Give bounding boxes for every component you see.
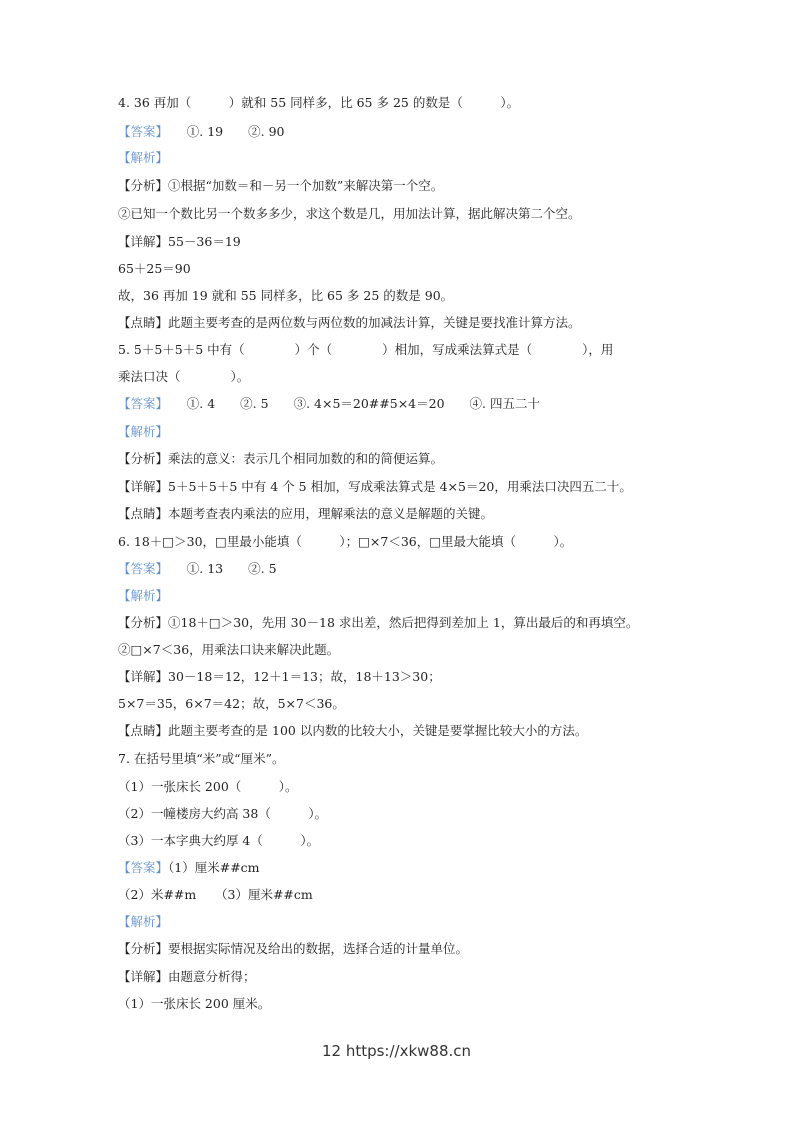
text-line bbox=[118, 368, 249, 386]
line-text: ①. 13 ②. 5 bbox=[161, 561, 277, 576]
text-line bbox=[118, 614, 638, 632]
line-text: 故，36 再加 19 就和 55 同样多，比 65 多 25 的数是 90。 bbox=[118, 288, 454, 303]
text-line bbox=[118, 260, 191, 278]
line-text: 5＋5＋5＋5 中有 4 个 5 相加，写成乘法算式是 4×5＝20，用乘法口决四五二十。 bbox=[168, 479, 632, 494]
text-line bbox=[118, 478, 632, 496]
line-text: ①. 4 ②. 5 ③. 4×5＝20##5×4＝20 ④. 四五二十 bbox=[161, 396, 540, 411]
text-line bbox=[118, 805, 327, 823]
text-line bbox=[118, 695, 345, 713]
text-line bbox=[118, 778, 298, 796]
text-line bbox=[118, 177, 443, 195]
section-label: 【详解】 bbox=[118, 479, 169, 494]
text-line bbox=[118, 423, 168, 441]
line-text: ②已知一个数比另一个数多多少，求这个数是几，用加法计算，据此解决第二个空。 bbox=[118, 206, 581, 221]
line-text: ①根据“加数＝和－另一个加数”来解决第一个空。 bbox=[168, 178, 444, 193]
section-label: 【分析】 bbox=[118, 615, 169, 630]
line-text: 由题意分析得； bbox=[168, 969, 256, 984]
line-text: 本题考查表内乘法的应用，理解乘法的意义是解题的关键。 bbox=[168, 506, 494, 521]
line-text: 乘法口决（ ）。 bbox=[118, 369, 250, 384]
text-line bbox=[118, 859, 260, 877]
text-line bbox=[118, 940, 468, 958]
line-text: 5×7＝35，6×7＝42；故，5×7＜36。 bbox=[118, 696, 345, 711]
line-text: 55－36＝19 bbox=[168, 234, 241, 249]
line-text: （1）一张床长 200（ ）。 bbox=[118, 779, 298, 794]
section-label: 【详解】 bbox=[118, 669, 169, 684]
section-label: 【答案】 bbox=[118, 124, 162, 139]
line-text: 乘法的意义：表示几个相同加数的和的简便运算。 bbox=[168, 451, 444, 466]
text-line bbox=[118, 94, 519, 112]
text-line bbox=[118, 341, 613, 359]
text-line bbox=[118, 668, 441, 686]
line-text: 4. 36 再加（ ）就和 55 同样多，比 65 多 25 的数是（ ）。 bbox=[118, 95, 520, 110]
text-line bbox=[118, 233, 241, 251]
section-label: 【解析】 bbox=[118, 588, 169, 603]
line-text: 5. 5＋5＋5＋5 中有（ ）个（ ）相加，写成乘法算式是（ ），用 bbox=[118, 342, 614, 357]
section-label: 【答案】 bbox=[118, 561, 162, 576]
line-text: 7. 在括号里填“米”或“厘米”。 bbox=[118, 751, 285, 766]
section-label: 【点睛】 bbox=[118, 315, 169, 330]
text-line bbox=[118, 886, 313, 904]
line-text: 此题主要考查的是 100 以内数的比较大小，关键是要掌握比较大小的方法。 bbox=[168, 723, 588, 738]
text-line bbox=[118, 533, 572, 551]
section-label: 【详解】 bbox=[118, 234, 169, 249]
line-text: （3）一本字典大约厚 4（ ）。 bbox=[118, 833, 320, 848]
text-line bbox=[118, 968, 256, 986]
section-label: 【点睛】 bbox=[118, 506, 169, 521]
line-text: （1）厘米##cm bbox=[168, 860, 260, 875]
line-text: ②□×7＜36，用乘法口诀来解决此题。 bbox=[118, 642, 340, 657]
text-line bbox=[118, 913, 168, 931]
line-text: ①18＋□＞30，先用 30－18 求出差，然后把得到差加上 1，算出最后的和再填空。 bbox=[168, 615, 639, 630]
line-text: 65＋25＝90 bbox=[118, 261, 191, 276]
line-text: ①. 19 ②. 90 bbox=[161, 124, 285, 139]
section-label: 【解析】 bbox=[118, 914, 169, 929]
text-line bbox=[118, 641, 339, 659]
section-label: 【解析】 bbox=[118, 424, 169, 439]
section-label: 【分析】 bbox=[118, 451, 169, 466]
line-text: 6. 18＋□＞30，□里最小能填（ ）；□×7＜36，□里最大能填（ ）。 bbox=[118, 534, 573, 549]
section-label: 【详解】 bbox=[118, 969, 169, 984]
text-line bbox=[118, 560, 277, 578]
line-text: （2）米##m （3）厘米##cm bbox=[118, 887, 313, 902]
text-line bbox=[118, 505, 493, 523]
section-label: 【分析】 bbox=[118, 941, 169, 956]
line-text: 要根据实际情况及给出的数据，选择合适的计量单位。 bbox=[168, 941, 469, 956]
text-line bbox=[118, 123, 284, 141]
text-line bbox=[118, 832, 319, 850]
text-line bbox=[118, 750, 284, 768]
section-label: 【答案】 bbox=[118, 860, 169, 875]
text-line bbox=[118, 149, 168, 167]
section-label: 【点睛】 bbox=[118, 723, 169, 738]
text-line bbox=[118, 314, 581, 332]
section-label: 【解析】 bbox=[118, 150, 169, 165]
line-text: 此题主要考查的是两位数与两位数的加减法计算，关键是要找准计算方法。 bbox=[168, 315, 581, 330]
text-line bbox=[118, 587, 168, 605]
text-line bbox=[118, 995, 270, 1013]
line-text: （1）一张床长 200 厘米。 bbox=[118, 996, 271, 1011]
line-text: 30－18＝12，12＋1＝13；故，18＋13＞30； bbox=[168, 669, 441, 684]
text-line bbox=[118, 205, 581, 223]
line-text: （2）一幢楼房大约高 38（ ）。 bbox=[118, 806, 328, 821]
text-line bbox=[118, 287, 453, 305]
text-line bbox=[118, 450, 443, 468]
text-line bbox=[118, 395, 540, 413]
section-label: 【答案】 bbox=[118, 396, 162, 411]
section-label: 【分析】 bbox=[118, 178, 169, 193]
page-footer: 12 https://xkw88.cn bbox=[321, 1042, 472, 1060]
text-line bbox=[118, 722, 587, 740]
